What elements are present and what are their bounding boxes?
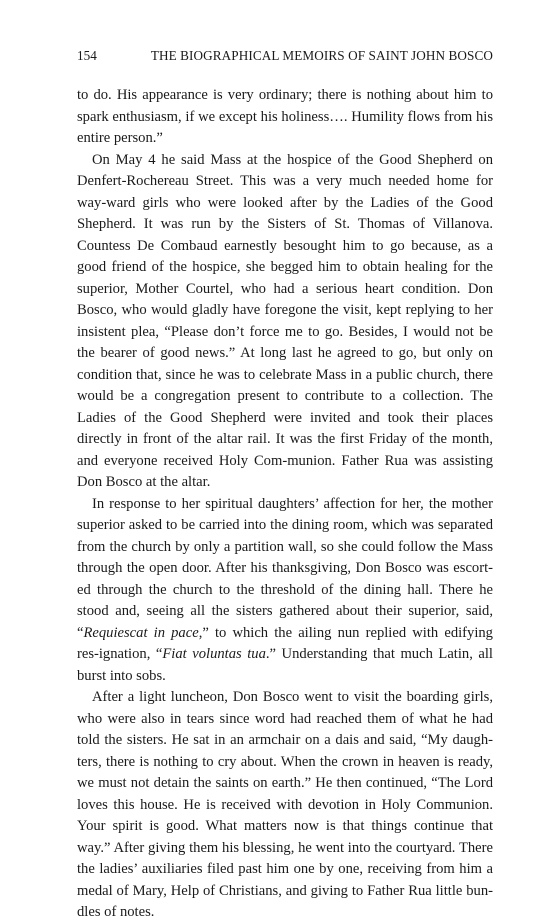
- paragraph-3: [77, 494, 493, 688]
- page-number: 154: [77, 48, 97, 63]
- paragraph-1: to do. His appearance is very ordinary; there is nothing about him to spark enthusiasm, if we except his holiness…. Humility flows from his entire person.”: [77, 87, 493, 146]
- body-text: [77, 85, 493, 924]
- paragraph-3-text-c: .” Understanding that much Latin, all burst into sobs.: [77, 646, 493, 684]
- paragraph-2: On May 4 he said Mass at the hospice of the Good Shepherd on Denfert-Rochereau Street. This was a very much needed home for way-ward girls who were looked after by the Ladies of the Good Shepherd. It was run by the Sisters of St. Thomas of Villanova. Countess De Combaud earnestly besought him to go because, as a good friend of the hospice, she begged him to obtain healing for the superior, Mother Courtel, who had a serious heart condition. Don Bosco, who would gladly have foregone the visit, kept replying to her insistent plea, “Please don’t force me to go. Besides, I would not be the bearer of good news.” At long last he agreed to go, but only on condition that, since he was to celebrate Mass in a public church, there would be a congregation present to contribute to a collection. The Ladies of the Good Shepherd were invited and took their places directly in front of the altar rail. It was the first Friday of the month, and everyone received Holy Com-munion. Father Rua was assisting Don Bosco at the altar.: [77, 151, 493, 490]
- paragraph-3-text-b: ,” to which the ailing nun replied with edifying res-ignation, “: [77, 624, 493, 662]
- latin-phrase-requiescat: Requiescat in pace: [83, 624, 199, 641]
- paragraph-3-text-a: In response to her spiritual daughters’ affection for her, the mother superior asked to be carried into the dining room, which was separated from the church by only a partition wall, so she could follow the Mass through the open door. After his thanksgiving, Don Bosco was escort-ed through the church to the threshold of the dining hall. There he stood and, seeing all the sisters gathered about their superior, said, “: [77, 495, 493, 641]
- book-title: THE BIOGRAPHICAL MEMOIRS OF SAINT JOHN BOSCO: [150, 48, 493, 63]
- running-head: [77, 46, 493, 66]
- latin-phrase-fiat: Fiat voluntas tua: [162, 646, 266, 662]
- paragraph-4: After a light luncheon, Don Bosco went to visit the boarding girls, who were also in tears since word had reached them of what he had told the sisters. He sat in an armchair on a dais and said, “My daugh-ters, there is nothing to cry about. When the crown in heaven is ready, we must not detain the saints on earth.” He then continued, “The Lord loves this house. He is received with devotion in Holy Communion. Your spirit is good. What matters now is that things continue that way.” After giving them his blessing, he went into the courtyard. There the ladies’ auxiliaries filed past him one by one, receiving from him a medal of Mary, Help of Christians, and giving to Father Rua little bun-dles of notes.: [77, 689, 493, 920]
